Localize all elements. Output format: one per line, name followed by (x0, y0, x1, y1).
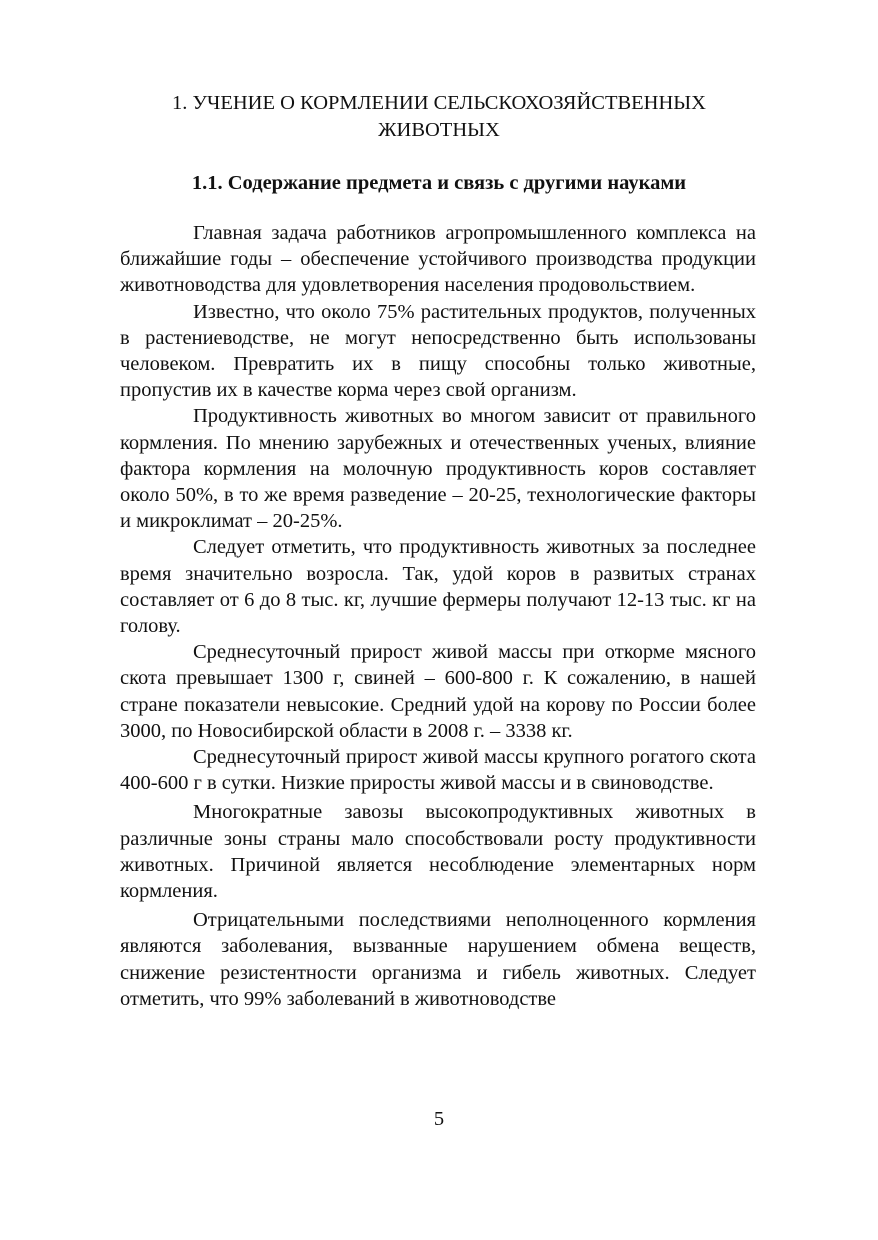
chapter-title-line-2: ЖИВОТНЫХ (378, 119, 500, 141)
paragraph-5: Среднесуточный прирост живой массы при откорме мясного скота превышает 1300 г, свиней – 600-800 г. К сожалению, в нашей стране показатели невысокие. Средний удой на корову по России более 3000, по Новосибирской области в 2008 г. – 3338 кг. (120, 641, 756, 742)
chapter-title (120, 90, 758, 144)
paragraph-7: Многократные завозы высокопродуктивных животных в различные зоны страны мало способствовали росту продуктивности животных. Причиной является несоблюдение элементарных норм кормления. (120, 801, 756, 903)
paragraph-3: Продуктивность животных во многом зависит от правильного кормления. По мнению зарубежных и отечественных ученых, влияние фактора кормления на молочную продуктивность коров составляет около 50%, в то же время разведение – 20-25, технологические факторы и микроклимат – 20-25%. (120, 405, 756, 533)
page-number: 5 (433, 1108, 445, 1130)
section-title: 1.1. Содержание предмета и связь с другими науками (191, 172, 687, 194)
paragraph-1: Главная задача работников агропромышленного комплекса на ближайшие годы – обеспечение устойчивого производства продукции животноводства для удовлетворения населения продовольствием. (120, 222, 756, 297)
body-text (120, 220, 756, 1012)
paragraph-2: Известно, что около 75% растительных продуктов, полученных в растениеводстве, не могут непосредственно быть использованы человеком. Превратить их в пищу способны только животные, пропустив их в качестве корма через свой организм. (120, 300, 756, 402)
paragraph-4: Следует отметить, что продуктивность животных за последнее время значительно возросла. Так, удой коров в развитых странах составляет от 6 до 8 тыс. кг, лучшие фермеры получают 12-13 тыс. кг на голову. (120, 536, 756, 638)
paragraph-6: Среднесуточный прирост живой массы крупного рогатого скота 400-600 г в сутки. Низкие приросты живой массы и в свиноводстве. (120, 746, 756, 795)
chapter-title-line-1: 1. УЧЕНИЕ О КОРМЛЕНИИ СЕЛЬСКОХОЗЯЙСТВЕННЫХ (172, 92, 706, 114)
paragraph-8: Отрицательными последствиями неполноценного кормления являются заболевания, вызванные нарушением обмена веществ, снижение резистентности организма и гибель животных. Следует отметить, что 99% заболеваний в животноводстве (120, 909, 756, 1010)
